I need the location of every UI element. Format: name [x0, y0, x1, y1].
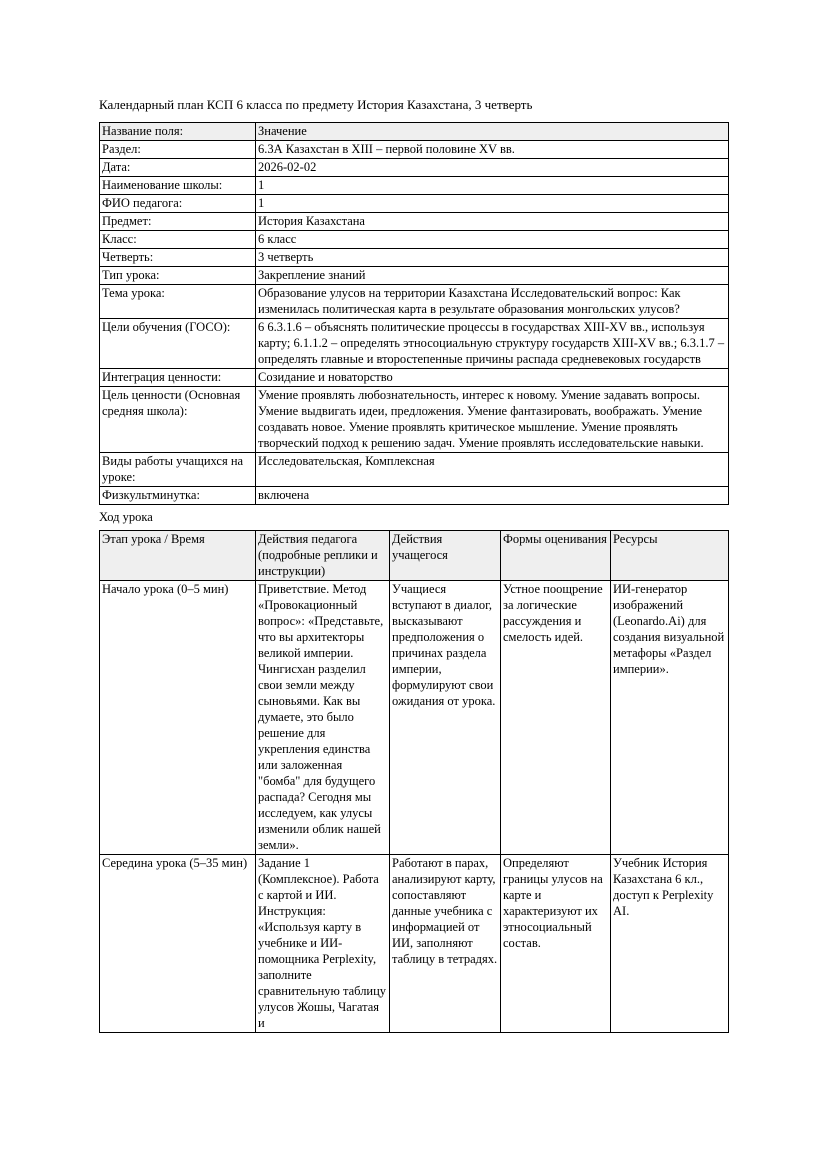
field-label: Интеграция ценности:: [100, 369, 256, 387]
document-title: Календарный план КСП 6 класса по предмету История Казахстана, 3 четверть: [99, 97, 533, 112]
lesson-info-table: [99, 122, 729, 505]
table-header-row: [100, 531, 729, 581]
table-row: [100, 177, 729, 195]
assessment-cell: Устное поощрение за логические рассуждения и смелость идей.: [501, 581, 611, 855]
table-row: [100, 285, 729, 319]
column-header-assessment: Формы оценивания: [501, 531, 611, 581]
field-label: Класс:: [100, 231, 256, 249]
field-label: Раздел:: [100, 141, 256, 159]
column-header-value: Значение: [256, 123, 729, 141]
table-row: [100, 487, 729, 505]
field-value: 1: [256, 195, 729, 213]
field-value: Образование улусов на территории Казахстана Исследовательский вопрос: Как изменилась политическая карта в результате образования монгольских улусов?: [256, 285, 729, 319]
column-header-stage: Этап урока / Время: [100, 531, 256, 581]
field-label: Четверть:: [100, 249, 256, 267]
table-row: [100, 159, 729, 177]
teacher-actions-cell: Приветствие. Метод «Провокационный вопрос»: «Представьте, что вы архитекторы великой империи. Чингисхан разделил свои земли между сыновьями. Как вы думаете, это было решение для укрепления единства или заложенная "бомба" для будущего распада? Сегодня мы исследуем, как улусы изменили облик нашей земли».: [256, 581, 390, 855]
student-actions-cell: Работают в парах, анализируют карту, сопоставляют данные учебника с информацией от ИИ, заполняют таблицу в тетрадях.: [390, 855, 501, 1033]
field-label: Цель ценности (Основная средняя школа):: [100, 387, 256, 453]
field-label: Цели обучения (ГОСО):: [100, 319, 256, 369]
table-row: [100, 387, 729, 453]
teacher-actions-cell: Задание 1 (Комплексное). Работа с картой и ИИ. Инструкция: «Используя карту в учебнике и ИИ-помощника Perplexity, заполните сравнительную таблицу улусов Жошы, Чагатая и: [256, 855, 390, 1033]
column-header-student-actions: Действия учащегося: [390, 531, 501, 581]
field-label: Наименование школы:: [100, 177, 256, 195]
student-actions-cell: Учащиеся вступают в диалог, высказывают предположения о причинах раздела империи, формулируют свои ожидания от урока.: [390, 581, 501, 855]
field-value: 6.3А Казахстан в XIII – первой половине XV вв.: [256, 141, 729, 159]
table-row: [100, 581, 729, 855]
stage-cell: Середина урока (5–35 мин): [100, 855, 256, 1033]
field-label: Дата:: [100, 159, 256, 177]
field-value: 3 четверть: [256, 249, 729, 267]
lesson-flow-table: [99, 530, 729, 1033]
table-row: [100, 319, 729, 369]
lesson-flow-heading: Ход урока: [99, 510, 153, 524]
column-header-resources: Ресурсы: [611, 531, 729, 581]
field-value: История Казахстана: [256, 213, 729, 231]
table-row: [100, 369, 729, 387]
field-label: ФИО педагога:: [100, 195, 256, 213]
field-value: Закрепление знаний: [256, 267, 729, 285]
table-row: [100, 213, 729, 231]
field-label: Предмет:: [100, 213, 256, 231]
table-row: [100, 231, 729, 249]
field-value: 1: [256, 177, 729, 195]
table-row: [100, 195, 729, 213]
field-value: Созидание и новаторство: [256, 369, 729, 387]
field-value: Умение проявлять любознательность, интерес к новому. Умение задавать вопросы. Умение выдвигать идеи, предложения. Умение фантазировать, воображать. Умение создавать новое. Умение проявлять критическое мышление. Умение проявлять творческий подход к решению задач. Умение проявлять исследовательские навыки.: [256, 387, 729, 453]
document-page: [99, 97, 728, 1033]
resources-cell: Учебник История Казахстана 6 кл., доступ к Perplexity AI.: [611, 855, 729, 1033]
assessment-cell: Определяют границы улусов на карте и характеризуют их этносоциальный состав.: [501, 855, 611, 1033]
table-row: [100, 267, 729, 285]
field-label: Виды работы учащихся на уроке:: [100, 453, 256, 487]
table-row: [100, 855, 729, 1033]
table-row: [100, 249, 729, 267]
field-value: включена: [256, 487, 729, 505]
field-value: 6 6.3.1.6 – объяснять политические процессы в государствах XIII-XV вв., используя карту; 6.1.1.2 – определять этносоциальную структуру государств XIII-XV вв.; 6.3.1.7 – определять главные и второстепенные причины распада средневековых государств: [256, 319, 729, 369]
field-value: 2026-02-02: [256, 159, 729, 177]
column-header-field: Название поля:: [100, 123, 256, 141]
table-row: [100, 453, 729, 487]
table-header-row: [100, 123, 729, 141]
table-row: [100, 141, 729, 159]
field-label: Физкультминутка:: [100, 487, 256, 505]
column-header-teacher-actions: Действия педагога (подробные реплики и инструкции): [256, 531, 390, 581]
field-value: Исследовательская, Комплексная: [256, 453, 729, 487]
field-label: Тип урока:: [100, 267, 256, 285]
stage-cell: Начало урока (0–5 мин): [100, 581, 256, 855]
field-value: 6 класс: [256, 231, 729, 249]
resources-cell: ИИ-генератор изображений (Leonardo.Ai) для создания визуальной метафоры «Раздел империи».: [611, 581, 729, 855]
field-label: Тема урока:: [100, 285, 256, 319]
